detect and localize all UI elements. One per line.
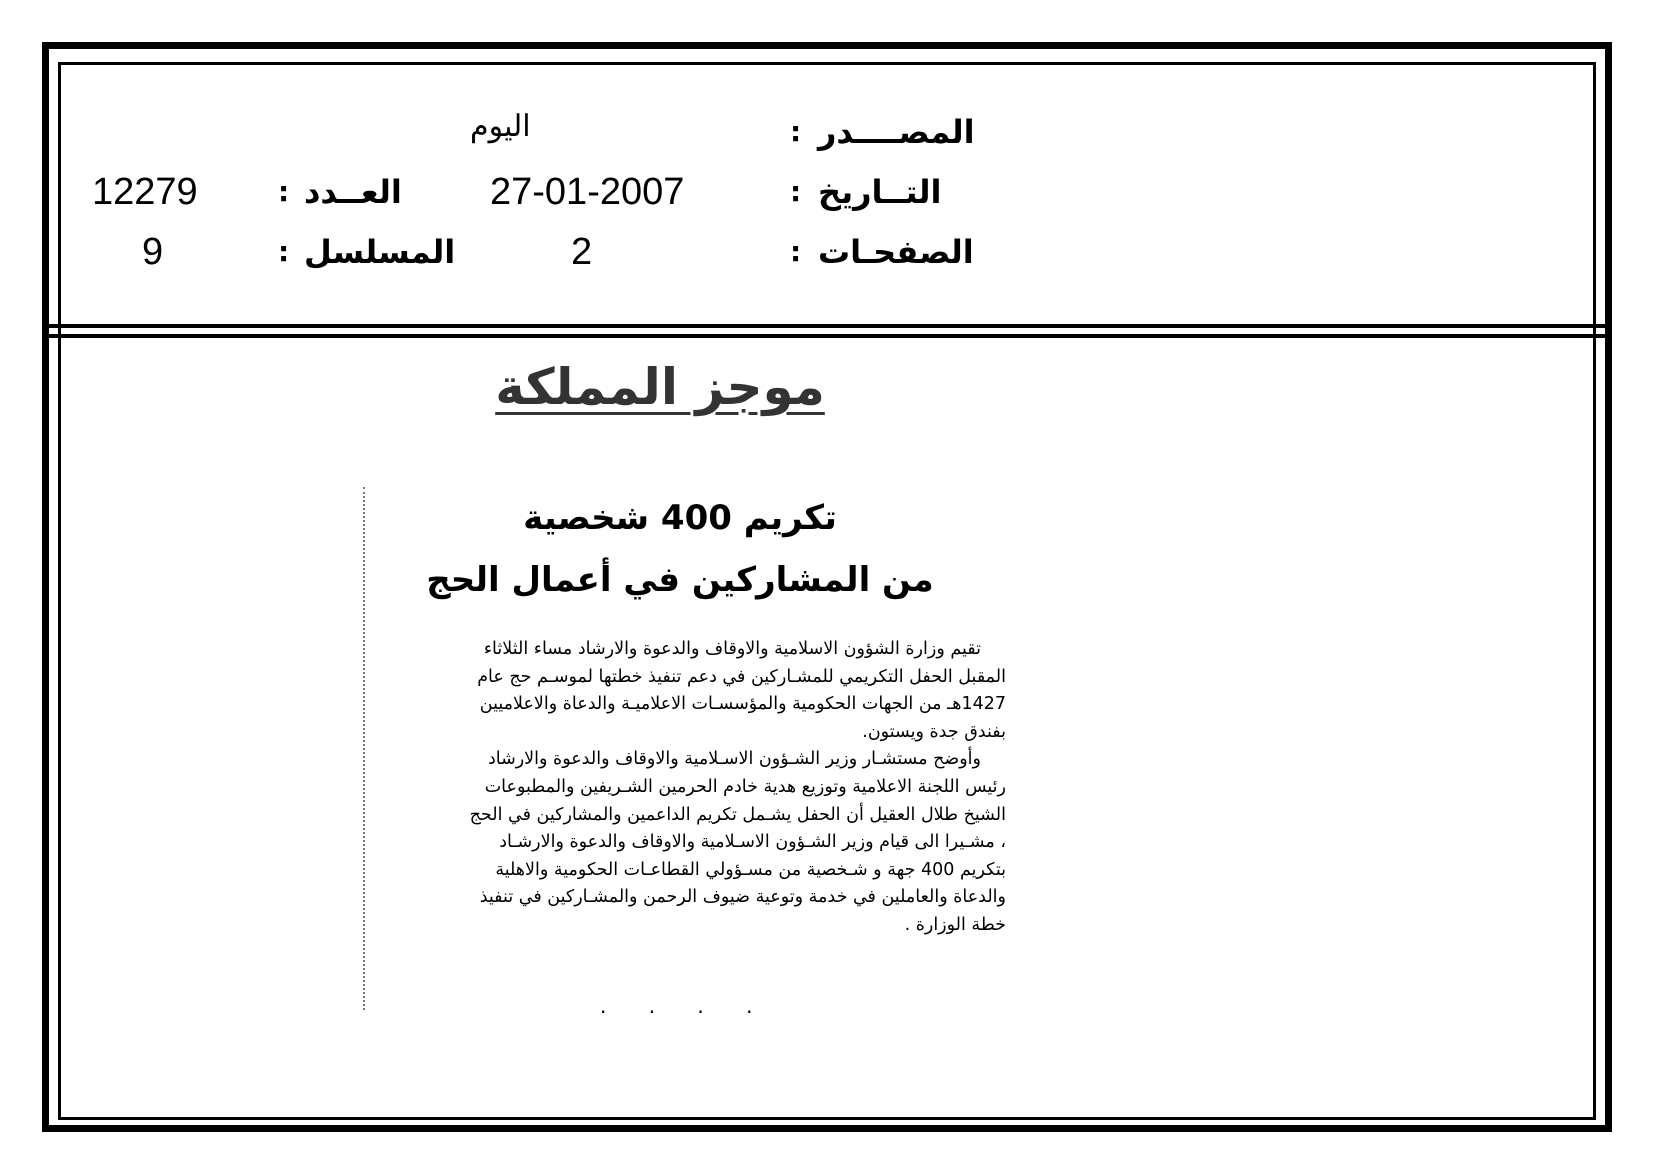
article-line: بتكريم 400 جهة و شـخصية من مسـؤولي القطاعـات الحكومية والاهلية	[495, 859, 1006, 880]
section-heading: موجز المملكة	[495, 358, 825, 416]
article-line: المقبل الحفل التكريمي للمشـاركين في دعم تنفيذ خطتها لموسـم حج عام	[477, 666, 1006, 687]
issue-value: 12279	[92, 171, 198, 213]
article-line: تقيم وزارة الشؤون الاسلامية والاوقاف والدعوة والارشاد مساء الثلاثاء	[483, 639, 981, 659]
source-colon: :	[790, 115, 802, 148]
clipping-edge	[363, 487, 367, 1010]
article-line: والدعاة والعاملين في خدمة وتوعية ضيوف الرحمن والمشـاركين في تنفيذ	[479, 887, 1006, 908]
date-label: التــاريخ	[818, 173, 942, 211]
headline-line-2: من المشاركين في أعمال الحج	[426, 560, 934, 600]
article-line: رئيس اللجنة الاعلامية وتوزيع هدية خادم الحرمين الشـريفين والمطبوعات	[484, 776, 1006, 797]
date-value: 27-01-2007	[490, 171, 685, 213]
article-line: 1427هـ من الجهات الحكومية والمؤسسـات الاعلاميـة والدعاة والاعلاميين	[479, 694, 1006, 715]
issue-colon: :	[278, 175, 290, 208]
serial-label: المسلسل	[304, 233, 456, 271]
pages-value: 2	[571, 231, 593, 273]
header-divider-bottom	[45, 334, 1609, 338]
issue-label: العــدد	[304, 173, 402, 211]
article-line: بفندق جدة ويستون.	[862, 721, 1006, 742]
article-line: ، مشـيرا الى قيام وزير الشـؤون الاسـلامية والاوقاف والدعوة والارشـاد	[499, 832, 1006, 853]
source-label: المصــــدر	[818, 113, 975, 151]
pages-label: الصفحـات	[818, 233, 974, 271]
header-divider-top	[45, 324, 1609, 328]
article-line: الشيخ طلال العقيل أن الحفل يشـمل تكريم الداعمين والمشاركين في الحج	[469, 804, 1006, 825]
headline-line-1: تكريم 400 شخصية	[523, 498, 837, 538]
cut-off-text-fragment: · · · ·	[600, 1000, 771, 1024]
date-colon: :	[790, 175, 802, 208]
article-line: خطة الوزارة .	[904, 914, 1006, 935]
article-body	[372, 636, 1006, 940]
pages-colon: :	[790, 235, 802, 268]
article-line: وأوضح مستشـار وزير الشـؤون الاسـلامية والاوقاف والدعوة والارشاد	[487, 749, 981, 770]
serial-colon: :	[278, 235, 290, 268]
source-value: اليوم	[470, 109, 531, 144]
serial-value: 9	[142, 231, 164, 273]
